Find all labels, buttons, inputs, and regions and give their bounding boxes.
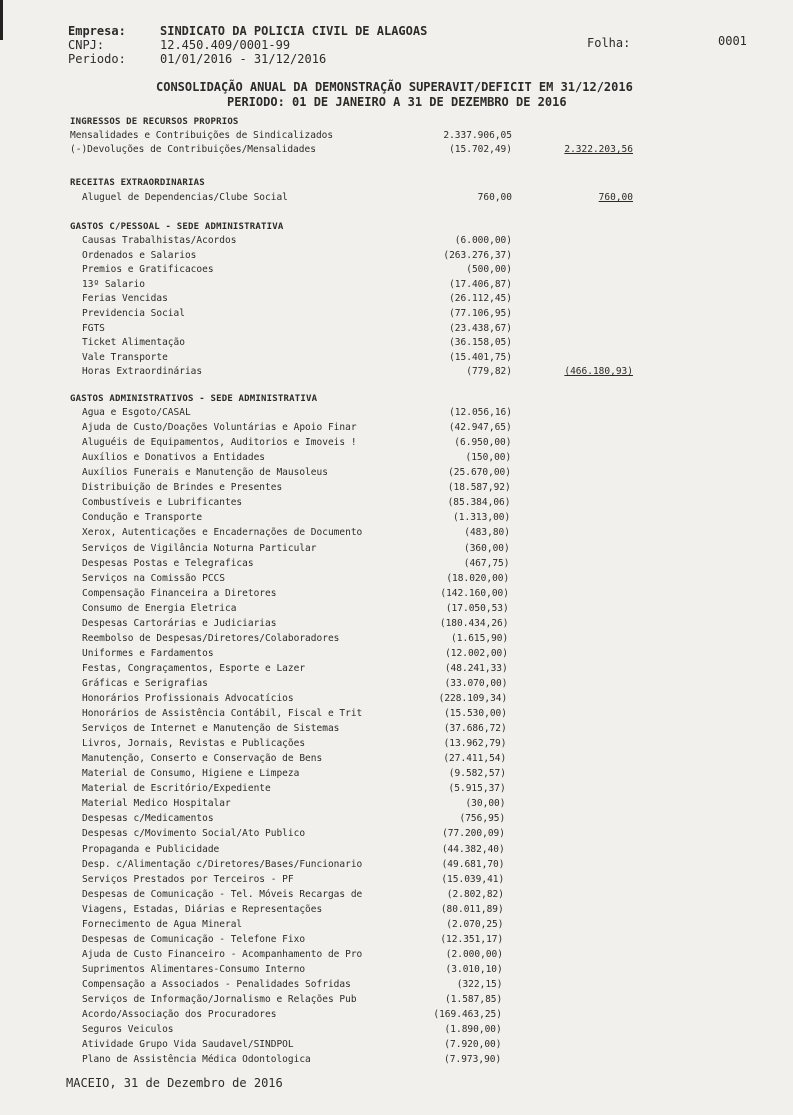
ledger-row bbox=[0, 497, 793, 511]
scan-edge-mark bbox=[0, 0, 3, 40]
row-label: Atividade Grupo Vida Saudavel/SINDPOL bbox=[82, 1039, 294, 1051]
report-period: PERIODO: 01 DE JANEIRO A 31 DE DEZEMBRO DE 2016 bbox=[227, 95, 567, 109]
row-label: Mensalidades e Contribuições de Sindicalizados bbox=[70, 130, 334, 141]
ledger-row bbox=[0, 192, 793, 206]
row-label: Ajuda de Custo Financeiro - Acompanhamento de Pro bbox=[82, 948, 363, 960]
ledger-row bbox=[0, 323, 793, 337]
row-label: Acordo/Associação dos Procuradores bbox=[82, 1009, 277, 1020]
row-label: Manutenção, Conserto e Conservação de Bens bbox=[82, 753, 323, 765]
ledger-row bbox=[0, 798, 793, 812]
ledger-row bbox=[0, 693, 793, 707]
row-amount: (7.973,90) bbox=[444, 1054, 502, 1066]
ledger-row bbox=[0, 874, 793, 888]
row-amount: (77.106,95) bbox=[449, 308, 512, 319]
ledger-row bbox=[0, 279, 793, 293]
footer-place-date: MACEIO, 31 de Dezembro de 2016 bbox=[66, 1076, 283, 1090]
row-label: FGTS bbox=[82, 322, 105, 334]
row-label: Serviços de Vigilância Noturna Particular bbox=[82, 542, 317, 554]
row-amount: (23.438,67) bbox=[449, 322, 512, 334]
row-amount: (5.915,37) bbox=[448, 783, 506, 795]
row-amount: (779,82) bbox=[466, 366, 512, 378]
section-total: (466.180,93) bbox=[564, 366, 633, 378]
row-amount: (15.530,00) bbox=[444, 708, 507, 719]
row-label: Viagens, Estadas, Diárias e Representações bbox=[82, 903, 323, 915]
ledger-row bbox=[0, 783, 793, 797]
ledger-row bbox=[0, 1039, 793, 1053]
row-amount: (1.615,90) bbox=[451, 632, 509, 644]
ledger-row bbox=[0, 422, 793, 436]
section-title: INGRESSOS DE RECURSOS PROPRIOS bbox=[70, 117, 239, 127]
ledger-row bbox=[0, 708, 793, 722]
ledger-row bbox=[0, 979, 793, 993]
section-title: GASTOS C/PESSOAL - SEDE ADMINISTRATIVA bbox=[70, 222, 284, 232]
row-amount: (756,95) bbox=[459, 813, 506, 825]
ledger-row bbox=[0, 934, 793, 948]
row-label: Aluguel de Dependencias/Clube Social bbox=[82, 192, 288, 203]
row-label: Serviços Prestados por Terceiros - PF bbox=[82, 873, 294, 885]
row-label: Condução e Transporte bbox=[82, 512, 203, 524]
ledger-row bbox=[0, 437, 793, 451]
ledger-row bbox=[0, 1024, 793, 1038]
row-amount: (263.276,37) bbox=[443, 249, 512, 261]
row-label: Serviços na Comissão PCCS bbox=[82, 572, 225, 584]
row-label: 13º Salario bbox=[82, 278, 145, 290]
row-label: Combustíveis e Lubrificantes bbox=[82, 497, 243, 509]
row-amount: (25.670,00) bbox=[448, 467, 511, 479]
row-label: Despesas c/Movimento Social/Ato Publico bbox=[82, 828, 306, 840]
row-amount: (228.109,34) bbox=[438, 693, 508, 704]
row-label: Premios e Gratificacoes bbox=[82, 264, 214, 276]
ledger-row bbox=[0, 366, 793, 380]
ledger-row bbox=[0, 588, 793, 602]
ledger-row bbox=[0, 1054, 793, 1068]
ledger-row bbox=[0, 603, 793, 617]
row-amount: (80.011,89) bbox=[440, 903, 504, 915]
ledger-row bbox=[0, 512, 793, 526]
row-label: Auxílios e Donativos a Entidades bbox=[82, 452, 266, 464]
section-title: RECEITAS EXTRAORDINARIAS bbox=[70, 178, 205, 188]
row-label: Material de Escritório/Expediente bbox=[82, 783, 271, 795]
row-label: Xerox, Autenticações e Encadernações de Documento bbox=[82, 527, 363, 539]
row-label: Festas, Congraçamentos, Esporte e Lazer bbox=[82, 662, 306, 674]
row-amount: (33.070,00) bbox=[444, 677, 508, 689]
row-amount: (322,15) bbox=[456, 978, 503, 990]
ledger-row bbox=[0, 573, 793, 587]
row-label: Despesas de Comunicação - Tel. Móveis Recargas de bbox=[82, 888, 363, 900]
row-label: (-)Devoluções de Contribuições/Mensalidades bbox=[70, 144, 316, 155]
ledger-row bbox=[0, 1009, 793, 1023]
row-amount: (77.200,09) bbox=[442, 828, 505, 840]
section-total: 2.322.203,56 bbox=[564, 144, 633, 155]
row-amount: (483,80) bbox=[464, 527, 510, 539]
row-label: Material Medico Hospitalar bbox=[82, 798, 231, 810]
row-label: Propaganda e Publicidade bbox=[82, 843, 220, 855]
row-amount: (2.802,82) bbox=[446, 888, 504, 900]
row-amount: (12.351,17) bbox=[440, 933, 504, 945]
row-label: Livros, Jornais, Revistas e Publicações bbox=[82, 738, 306, 750]
row-label: Ticket Alimentação bbox=[82, 337, 185, 349]
row-label: Horas Extraordinárias bbox=[82, 366, 203, 378]
ledger-row bbox=[0, 250, 793, 264]
ledger-row bbox=[0, 407, 793, 421]
row-amount: (360,00) bbox=[463, 542, 510, 554]
row-label: Despesas c/Medicamentos bbox=[82, 813, 214, 825]
ledger-row bbox=[0, 543, 793, 557]
row-label: Despesas de Comunicação - Telefone Fixo bbox=[82, 933, 306, 945]
row-label: Consumo de Energia Eletrica bbox=[82, 602, 237, 614]
row-label: Suprimentos Alimentares-Consumo Interno bbox=[82, 963, 306, 975]
row-amount: (15.401,75) bbox=[449, 351, 512, 363]
ledger-row bbox=[0, 352, 793, 366]
ledger-row bbox=[0, 663, 793, 677]
row-label: Seguros Veiculos bbox=[82, 1024, 174, 1036]
row-amount: 760,00 bbox=[477, 192, 512, 203]
row-amount: (169.463,25) bbox=[433, 1009, 502, 1020]
ledger-row bbox=[0, 723, 793, 737]
periodo-label: Periodo: bbox=[68, 52, 126, 66]
row-amount: (37.686,72) bbox=[443, 723, 507, 734]
cnpj-label: CNPJ: bbox=[68, 38, 105, 52]
empresa-value: SINDICATO DA POLICIA CIVIL DE ALAGOAS bbox=[160, 24, 428, 38]
row-label: Ordenados e Salarios bbox=[82, 249, 197, 261]
ledger-row bbox=[0, 844, 793, 858]
ledger-row bbox=[0, 467, 793, 481]
row-label: Uniformes e Fardamentos bbox=[82, 647, 214, 659]
ledger-row bbox=[0, 889, 793, 903]
row-amount: (30,00) bbox=[465, 798, 506, 810]
ledger-row bbox=[0, 527, 793, 541]
row-label: Distribuição de Brindes e Presentes bbox=[82, 482, 283, 494]
periodo-value: 01/01/2016 - 31/12/2016 bbox=[160, 52, 327, 66]
ledger-row bbox=[0, 828, 793, 842]
row-amount: (15.702,49) bbox=[449, 144, 512, 155]
ledger-row bbox=[0, 678, 793, 692]
ledger-row bbox=[0, 949, 793, 963]
ledger-row bbox=[0, 482, 793, 496]
row-label: Aluguéis de Equipamentos, Auditorios e Imoveis ! bbox=[82, 437, 357, 449]
ledger-row bbox=[0, 337, 793, 351]
row-amount: (17.406,87) bbox=[449, 278, 512, 290]
row-label: Fornecimento de Agua Mineral bbox=[82, 918, 243, 930]
ledger-row bbox=[0, 753, 793, 767]
row-amount: (500,00) bbox=[466, 264, 512, 276]
row-label: Causas Trabalhistas/Acordos bbox=[82, 235, 237, 246]
row-amount: (42.947,65) bbox=[448, 422, 512, 434]
row-amount: (17.050,53) bbox=[445, 602, 509, 614]
row-label: Plano de Assistência Médica Odontologica bbox=[82, 1054, 311, 1066]
row-amount: (2.070,25) bbox=[446, 918, 504, 930]
ledger-row bbox=[0, 293, 793, 307]
row-amount: (15.039,41) bbox=[441, 873, 505, 885]
ledger-row bbox=[0, 144, 793, 158]
row-label: Reembolso de Despesas/Diretores/Colaboradores bbox=[82, 632, 340, 644]
ledger-row bbox=[0, 859, 793, 873]
row-amount: (27.411,54) bbox=[443, 753, 507, 765]
row-amount: (18.020,00) bbox=[446, 572, 510, 584]
ledger-row bbox=[0, 964, 793, 978]
ledger-row bbox=[0, 738, 793, 752]
row-label: Honorários de Assistência Contábil, Fiscal e Trit bbox=[82, 708, 363, 719]
ledger-row bbox=[0, 558, 793, 572]
section-total: 760,00 bbox=[598, 192, 633, 203]
ledger-row bbox=[0, 813, 793, 827]
ledger-row bbox=[0, 618, 793, 632]
row-label: Auxílios Funerais e Manutenção de Mausoleus bbox=[82, 467, 328, 479]
report-title: CONSOLIDAÇÃO ANUAL DA DEMONSTRAÇÃO SUPERAVIT/DEFICIT EM 31/12/2016 bbox=[156, 80, 633, 94]
row-amount: (26.112,45) bbox=[449, 293, 512, 305]
ledger-row bbox=[0, 308, 793, 322]
row-label: Gráficas e Serigrafias bbox=[82, 677, 208, 689]
row-label: Despesas Postas e Telegraficas bbox=[82, 557, 254, 569]
row-amount: (44.382,40) bbox=[441, 843, 505, 855]
row-amount: (1.890,00) bbox=[444, 1024, 502, 1036]
row-amount: (1.587,85) bbox=[445, 994, 503, 1005]
row-amount: (180.434,26) bbox=[439, 617, 509, 629]
ledger-row bbox=[0, 648, 793, 662]
ledger-row bbox=[0, 768, 793, 782]
row-amount: (7.920,00) bbox=[444, 1039, 502, 1051]
section-title: GASTOS ADMINISTRATIVOS - SEDE ADMINISTRATIVA bbox=[70, 394, 318, 404]
ledger-row bbox=[0, 904, 793, 918]
empresa-label: Empresa: bbox=[68, 24, 126, 38]
row-amount: (18.587,92) bbox=[447, 482, 511, 494]
row-label: Ajuda de Custo/Doações Voluntárias e Apoio Finar bbox=[82, 422, 357, 434]
row-label: Compensação a Associados - Penalidades Sofridas bbox=[82, 978, 351, 990]
row-label: Vale Transporte bbox=[82, 351, 168, 363]
ledger-row bbox=[0, 235, 793, 249]
row-label: Despesas Cartorárias e Judiciarias bbox=[82, 617, 277, 629]
row-amount: (49.681,70) bbox=[441, 858, 505, 870]
row-amount: (6.000,00) bbox=[454, 235, 512, 246]
row-label: Ferias Vencidas bbox=[82, 293, 168, 305]
row-label: Material de Consumo, Higiene e Limpeza bbox=[82, 768, 300, 780]
ledger-row bbox=[0, 633, 793, 647]
row-amount: (36.158,05) bbox=[449, 337, 512, 349]
row-amount: (85.384,06) bbox=[447, 497, 511, 509]
row-amount: 2.337.906,05 bbox=[443, 130, 512, 141]
row-amount: (3.010,10) bbox=[445, 963, 503, 975]
row-label: Compensação Financeira a Diretores bbox=[82, 587, 277, 599]
row-amount: (13.962,79) bbox=[443, 738, 507, 750]
row-label: Desp. c/Alimentação c/Diretores/Bases/Funcionario bbox=[82, 858, 363, 870]
row-label: Serviços de Informação/Jornalismo e Relações Pub bbox=[82, 994, 357, 1005]
row-label: Agua e Esgoto/CASAL bbox=[82, 407, 191, 418]
row-amount: (2.000,00) bbox=[445, 948, 503, 960]
cnpj-value: 12.450.409/0001-99 bbox=[160, 38, 291, 52]
row-amount: (142.160,00) bbox=[440, 587, 509, 599]
ledger-row bbox=[0, 130, 793, 144]
row-amount: (6.950,00) bbox=[454, 437, 512, 449]
ledger-row bbox=[0, 919, 793, 933]
row-amount: (12.002,00) bbox=[445, 647, 508, 659]
row-amount: (12.056,16) bbox=[449, 407, 512, 418]
row-label: Serviços de Internet e Manutenção de Sistemas bbox=[82, 723, 340, 734]
ledger-row bbox=[0, 452, 793, 466]
row-label: Previdencia Social bbox=[82, 308, 185, 319]
row-amount: (1.313,00) bbox=[453, 512, 511, 524]
row-amount: (467,75) bbox=[463, 557, 510, 569]
row-amount: (48.241,33) bbox=[444, 662, 508, 674]
folha-value: 0001 bbox=[718, 34, 747, 48]
ledger-row bbox=[0, 994, 793, 1008]
ledger-row bbox=[0, 264, 793, 278]
row-label: Honorários Profissionais Advocatícios bbox=[82, 693, 294, 704]
folha-label: Folha: bbox=[587, 36, 631, 50]
row-amount: (9.582,57) bbox=[448, 768, 506, 780]
row-amount: (150,00) bbox=[465, 452, 512, 464]
